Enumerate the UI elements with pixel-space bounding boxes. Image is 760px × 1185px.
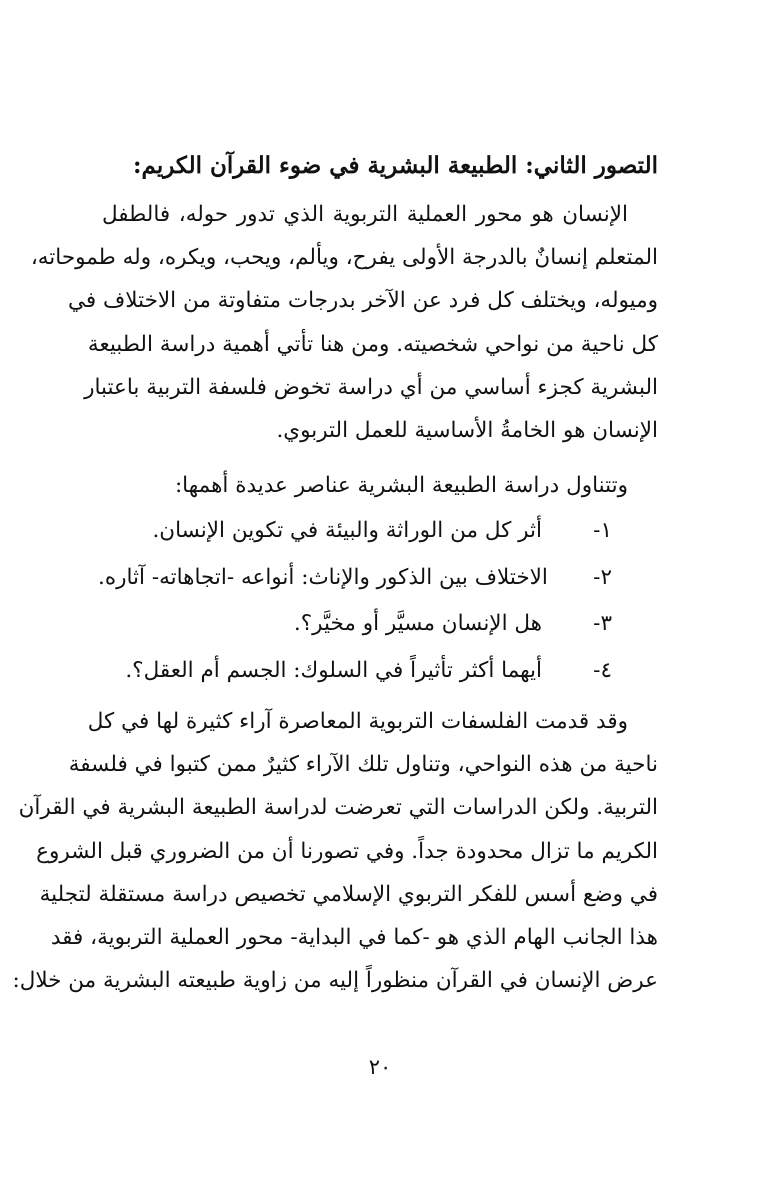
paragraph-line: الإنسان هو الخامةُ الأساسية للعمل التربوي. — [276, 417, 658, 443]
paragraph-line: الإنسان هو محور العملية التربوية الذي تدور حوله، فالطفل — [102, 202, 628, 227]
paragraph-line: ناحية من هذه النواحي، وتناول تلك الآراء كثيرٌ ممن كتبوا في فلسفة — [68, 752, 658, 778]
list-item-number: ٤- — [593, 657, 612, 683]
paragraph-line: وتتناول دراسة الطبيعة البشرية عناصر عديدة أهمها: — [174, 473, 628, 498]
page-number: ٢٠ — [368, 1055, 392, 1079]
paragraph-line: البشرية كجزء أساسي من أي دراسة تخوض فلسفة التربية باعتبار — [84, 374, 658, 400]
list-item-number: ٢- — [593, 564, 612, 590]
paragraph-1 — [30, 193, 658, 452]
section-heading: التصور الثاني: الطبيعة البشرية في ضوء القرآن الكريم: — [133, 152, 658, 179]
paragraph-line: عرض الإنسان في القرآن منظوراً إليه من زاوية طبيعته البشرية من خلال: — [12, 968, 658, 994]
elements-list — [98, 508, 658, 694]
paragraph-2 — [138, 464, 658, 507]
list-item — [98, 648, 658, 695]
paragraph-line: التربية. ولكن الدراسات التي تعرضت لدراسة الطبيعة البشرية في القرآن — [18, 795, 658, 821]
paragraph-line: في وضع أسس للفكر التربوي الإسلامي تخصيص دراسة مستقلة لتجلية — [39, 881, 658, 907]
list-item-number: ١- — [593, 518, 612, 543]
paragraph-line: وقد قدمت الفلسفات التربوية المعاصرة آراء كثيرة لها في كل — [87, 709, 628, 734]
paragraph-3 — [12, 700, 658, 1002]
paragraph-line: الكريم ما تزال محدودة جداً. وفي تصورنا أن من الضروري قبل الشروع — [36, 838, 658, 864]
paragraph-line: المتعلم إنسانٌ بالدرجة الأولى يفرح، ويألم، ويحب، ويكره، وله طموحاته، — [30, 245, 658, 271]
paragraph-line: كل ناحية من نواحي شخصيته. ومن هنا تأتي أهمية دراسة الطبيعة — [87, 331, 658, 357]
paragraph-line: وميوله، ويختلف كل فرد عن الآخر بدرجات متفاوتة من الاختلاف في — [67, 288, 658, 314]
paragraph-line: هذا الجانب الهام الذي هو -كما في البداية- محور العملية التربوية، فقد — [50, 924, 658, 950]
list-item — [98, 601, 658, 648]
list-item-text: هل الإنسان مسيَّر أو مخيَّر؟. — [293, 611, 542, 636]
list-item-text: أثر كل من الوراثة والبيئة في تكوين الإنسان. — [152, 518, 542, 543]
list-item — [98, 555, 658, 602]
list-item — [98, 508, 658, 555]
list-item-text: الاختلاف بين الذكور والإناث: أنواعه -اتجاهاته- آثاره. — [98, 564, 548, 590]
list-item-text: أيهما أكثر تأثيراً في السلوك: الجسم أم العقل؟. — [125, 657, 542, 683]
list-item-number: ٣- — [593, 611, 612, 636]
